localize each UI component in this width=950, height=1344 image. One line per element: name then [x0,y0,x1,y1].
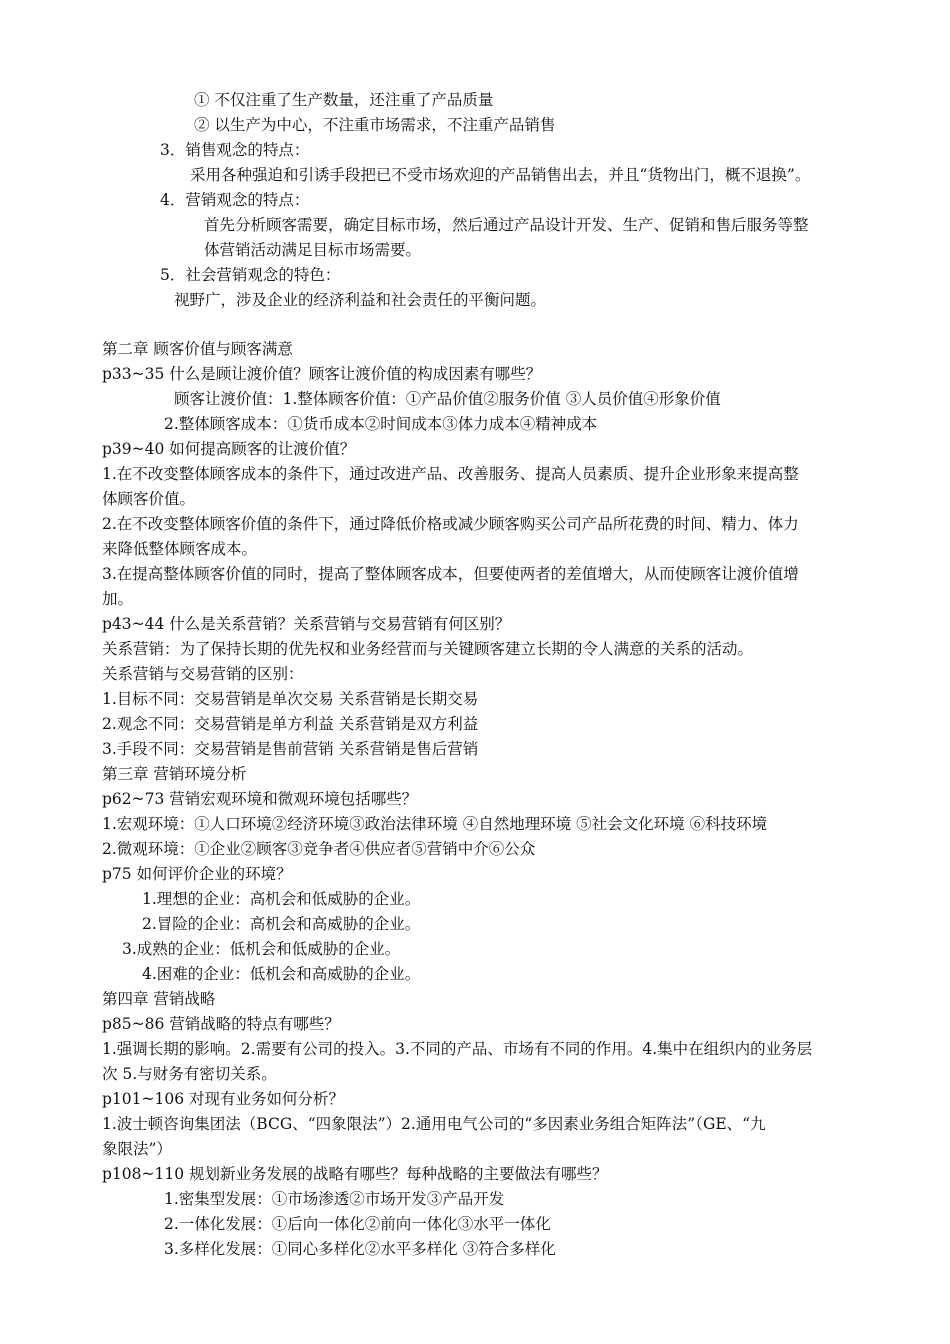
list-item-circle-2: ② 以生产为中心，不注重市场需求，不注重产品销售 [194,116,556,134]
item-heading-5: 5．社会营销观念的特色： [160,266,341,284]
item-heading-4: 4．营销观念的特点： [160,191,310,209]
answer-line: 1.宏观环境：①人口环境②经济环境③政治法律环境 ④自然地理环境 ⑤社会文化环境 ⑥科技环境 [102,815,768,833]
answer-line: 顾客让渡价值：1.整体顾客价值：①产品价值②服务价值 ③人员价值④形象价值 [174,390,721,408]
answer-line: 2.观念不同：交易营销是单方利益 关系营销是双方利益 [102,715,479,733]
answer-line: 次 5.与财务有密切关系。 [102,1065,277,1083]
item-heading-3: 3．销售观念的特点： [160,141,310,159]
paragraph-line: 采用各种强迫和引诱手段把已不受市场欢迎的产品销售出去，并且“货物出门，概不退换”。 [190,166,811,184]
paragraph-line: 视野广，涉及企业的经济利益和社会责任的平衡问题。 [174,291,547,309]
question-line: p85~86 营销战略的特点有哪些？ [102,1015,340,1033]
answer-line: 3.成熟的企业：低机会和低威胁的企业。 [122,940,401,958]
question-line: p33~35 什么是顾让渡价值？顾客让渡价值的构成因素有哪些？ [102,365,542,383]
chapter-heading-2: 第二章 顾客价值与顾客满意 [102,340,293,358]
answer-line: 3.在提高整体顾客价值的同时，提高了整体顾客成本，但要使两者的差值增大，从而使顾客让渡价值增 [102,565,799,583]
answer-line: 来降低整体顾客成本。 [102,540,258,558]
answer-line: 关系营销与交易营销的区别： [102,665,304,683]
answer-line: 3.多样化发展：①同心多样化②水平多样化 ③符合多样化 [164,1240,556,1258]
answer-line: 4.困难的企业：低机会和高威胁的企业。 [142,965,421,983]
answer-line: 象限法”） [102,1140,172,1158]
question-line: p62~73 营销宏观环境和微观环境包括哪些？ [102,790,418,808]
answer-line: 1.波士顿咨询集团法（BCG、“四象限法”）2.通用电气公司的“多因素业务组合矩阵法”（GE、“九 [102,1115,766,1133]
paragraph-line: 体营销活动满足目标市场需要。 [204,241,422,259]
question-line: p108~110 规划新业务发展的战略有哪些？每种战略的主要做法有哪些？ [102,1165,608,1183]
answer-line: 1.密集型发展：①市场渗透②市场开发③产品开发 [164,1190,505,1208]
answer-line: 2.微观环境：①企业②顾客③竞争者④供应者⑤营销中介⑥公众 [102,840,536,858]
answer-line: 加。 [102,590,134,608]
chapter-heading-3: 第三章 营销环境分析 [102,765,247,783]
answer-line: 体顾客价值。 [102,490,196,508]
answer-line: 2.一体化发展：①后向一体化②前向一体化③水平一体化 [164,1215,551,1233]
answer-line: 1.目标不同：交易营销是单次交易 关系营销是长期交易 [102,690,479,708]
answer-line: 2.冒险的企业：高机会和高威胁的企业。 [142,915,421,933]
paragraph-line: 首先分析顾客需要，确定目标市场，然后通过产品设计开发、生产、促销和售后服务等整 [204,216,809,234]
question-line: p75 如何评价企业的环境？ [102,865,292,883]
answer-line: 1.强调长期的影响。2.需要有公司的投入。3.不同的产品、市场有不同的作用。4.集中在组织内的业务层 [102,1040,813,1058]
chapter-heading-4: 第四章 营销战略 [102,990,216,1008]
question-line: p43~44 什么是关系营销？关系营销与交易营销有何区别？ [102,615,511,633]
answer-line: 2.在不改变整体顾客价值的条件下，通过降低价格或减少顾客购买公司产品所花费的时间、精力、体力 [102,515,799,533]
question-line: p101~106 对现有业务如何分析？ [102,1090,345,1108]
answer-line: 2.整体顾客成本：①货币成本②时间成本③体力成本④精神成本 [164,415,598,433]
answer-line: 3.手段不同：交易营销是售前营销 关系营销是售后营销 [102,740,479,758]
answer-line: 关系营销：为了保持长期的优先权和业务经营而与关键顾客建立长期的令人满意的关系的活动。 [102,640,754,658]
question-line: p39~40 如何提高顾客的让渡价值？ [102,440,356,458]
answer-line: 1.理想的企业：高机会和低威胁的企业。 [142,890,421,908]
list-item-circle-1: ① 不仅注重了生产数量，还注重了产品质量 [194,91,494,109]
answer-line: 1.在不改变整体顾客成本的条件下，通过改进产品、改善服务、提高人员素质、提升企业形象来提高整 [102,465,799,483]
